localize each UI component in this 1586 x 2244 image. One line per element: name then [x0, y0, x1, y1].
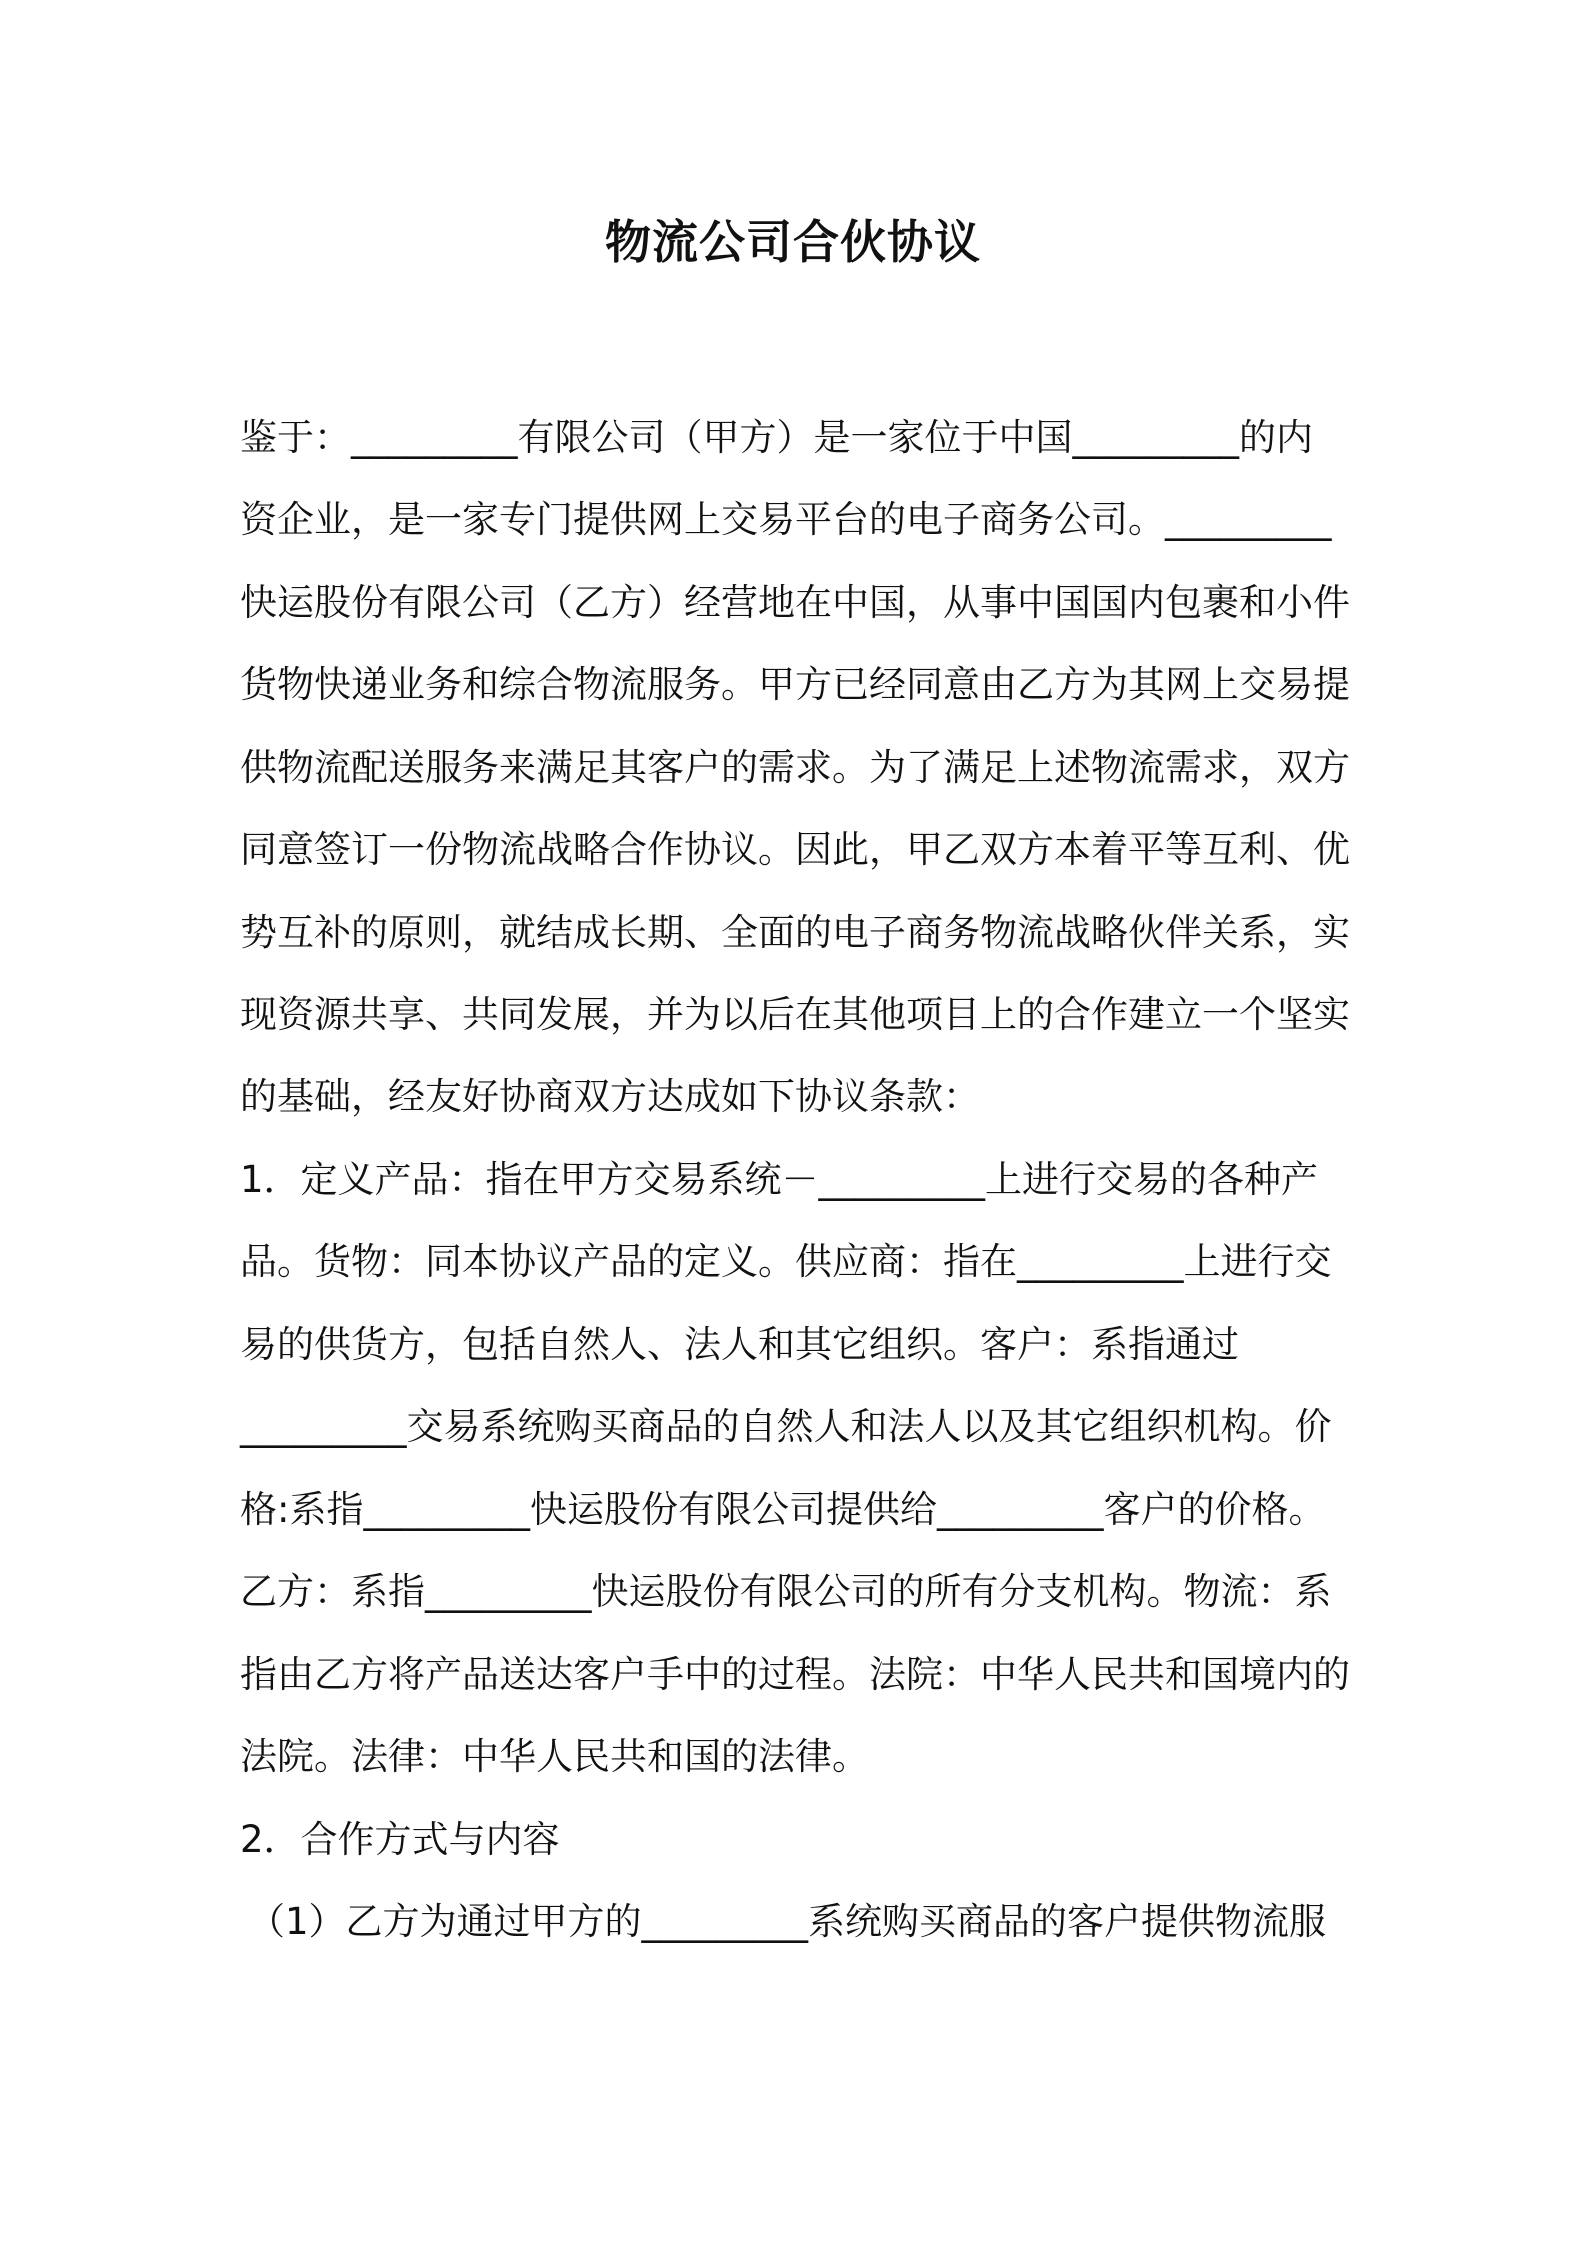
- section-heading: 2．合作方式与内容: [240, 1818, 560, 1861]
- paragraph-line: 快运股份有限公司（乙方）经营地在中国，从事中国国内包裹和小件: [240, 581, 1350, 624]
- definitions-line: 指由乙方将产品送达客户手中的过程。法院：中华人民共和国境内的: [240, 1653, 1350, 1696]
- definitions-line: 乙方：系指_________快运股份有限公司的所有分支机构。物流：系: [240, 1570, 1332, 1613]
- paragraph-line: 同意签订一份物流战略合作协议。因此，甲乙双方本着平等互利、优: [240, 828, 1350, 871]
- document-title: 物流公司合伙协议: [605, 215, 981, 269]
- definitions-line: 法院。法律：中华人民共和国的法律。: [240, 1735, 869, 1778]
- paragraph-line: 现资源共享、共同发展，并为以后在其他项目上的合作建立一个坚实: [240, 993, 1350, 1036]
- paragraph-line: 的基础，经友好协商双方达成如下协议条款：: [240, 1075, 980, 1118]
- paragraph-line: 鉴于：_________有限公司（甲方）是一家位于中国_________的内: [240, 416, 1313, 459]
- paragraph-line: 供物流配送服务来满足其客户的需求。为了满足上述物流需求，双方: [240, 746, 1350, 789]
- definitions-line: 1．定义产品：指在甲方交易系统－_________上进行交易的各种产: [240, 1158, 1319, 1201]
- paragraph-line: 势互补的原则，就结成长期、全面的电子商务物流战略伙伴关系，实: [240, 911, 1350, 954]
- paragraph-line: 货物快递业务和综合物流服务。甲方已经同意由乙方为其网上交易提: [240, 663, 1350, 706]
- clause-line: （1）乙方为通过甲方的_________系统购买商品的客户提供物流服: [248, 1900, 1327, 1943]
- definitions-line: _________交易系统购买商品的自然人和法人以及其它组织机构。价: [240, 1405, 1332, 1448]
- paragraph-line: 资企业，是一家专门提供网上交易平台的电子商务公司。_________: [240, 498, 1332, 541]
- definitions-line: 格:系指_________快运股份有限公司提供给_________客户的价格。: [240, 1488, 1326, 1531]
- definitions-line: 品。货物：同本协议产品的定义。供应商：指在_________上进行交: [240, 1240, 1332, 1283]
- definitions-line: 易的供货方，包括自然人、法人和其它组织。客户：系指通过: [240, 1323, 1239, 1366]
